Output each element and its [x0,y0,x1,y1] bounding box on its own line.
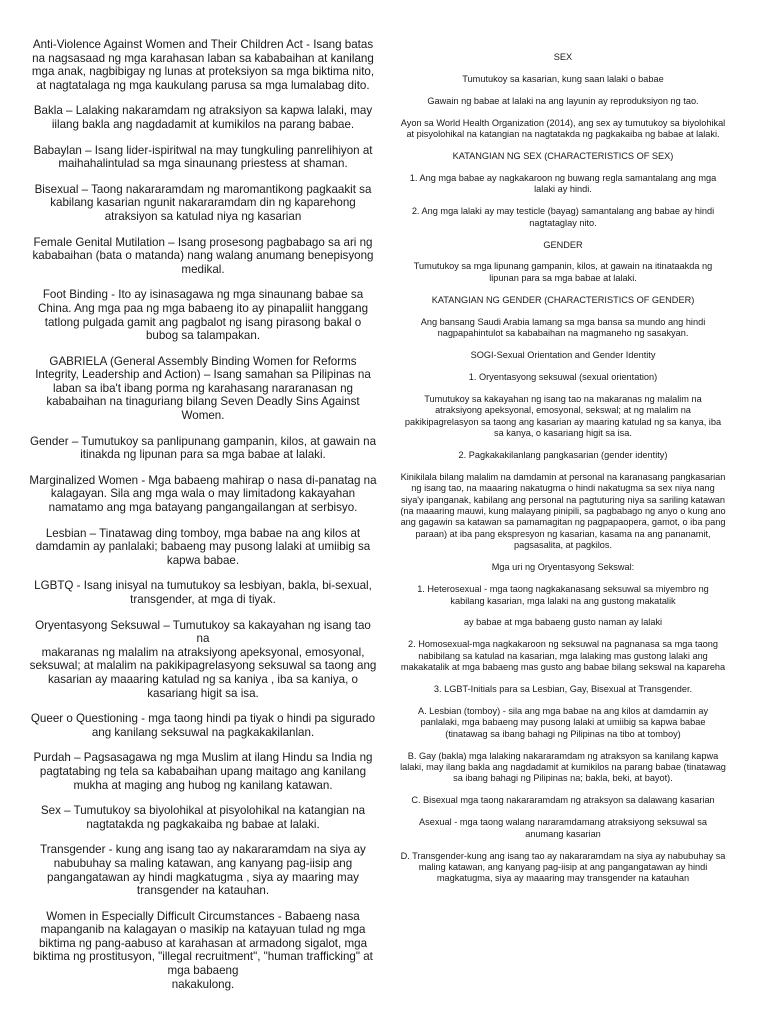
note-paragraph: Tumutukoy sa mga lipunang gampanin, kilos, at gawain na itinataakda ng lipunan para sa mga babae at lalaki. [413,261,713,283]
definition-paragraph: Women in Especially Difficult Circumstances - Babaeng nasa mapanganib na kalagayan o masikip na katayuan tulad ng mga biktima ng pang-aabuso at karahasan at armadong sigalot, mga biktima ng prostitusyon, "illegal recruitment", "human trafficking" at mga babaeng nakakulong. [33,909,373,991]
note-paragraph: Kinikilala bilang malalim na damdamin at personal na karanasang pangkasarian ng isang tao, na maaaring nakatugma o hindi nakatugma sa sex niya nang siya'y ipanganak, kabilang ang personal na pagtuturing niya sa sariling katawan (na maaaring mauwi, kung malayang pinipili, sa pagbabago ng anyo o kung ano ang gagawin sa katawan sa pamamagitan ng pagpapaopera, gamot, o iba pang paraan) at iba pang ekspresyon ng kasarian, kasama na ang pananamit, pagsasalita, at pagkilos. [400,471,726,551]
note-paragraph: Gawain ng babae at lalaki na ang layunin ay reproduksiyon ng tao. [427,95,699,106]
definition-paragraph: Anti-Violence Against Women and Their Children Act - Isang batas na nagsasaad ng mga karahasan laban sa kababaihan at kanilang mga anak, nagbibigay ng lunas at proteksiyon sa mga biktima nito, at nagtatalaga ng mga kaukulang parusa sa mga lumalabag dito. [31,38,375,92]
note-paragraph: A. Lesbian (tomboy) - sila ang mga babae na ang kilos at damdamin ay panlalaki, mga babaeng may pusong lalaki at umiibig sa kapwa babae (tinatawag sa ibang bahagi ng Pilipinas na tibo at tomboy) [417,705,709,739]
note-paragraph: 1. Ang mga babae ay nagkakaroon ng buwang regla samantalang ang mga lalaki ay hindi. [409,172,717,195]
subheading: 1. Oryentasyong seksuwal (sexual orientation) [468,371,658,382]
note-paragraph: 1. Heterosexual - mga taong nagkakanasang seksuwal sa miyembro ng kabilang kasarian, mga lalaki na ang gustong makatalik [417,584,709,606]
right-column [400,52,726,895]
definition-paragraph: Purdah – Pagsasagawa ng mga Muslim at ilang Hindu sa India ng pagtatabing ng tela sa kababaihan upang maitago ang kanilang mukha at maging ang hubog ng kanilang katawan. [33,751,373,792]
definition-paragraph: Bisexual – Taong nakararamdam ng maromantikong pagkaakit sa kabilang kasarian ngunit nakararamdam din ng kaparehong atraksiyon sa katulad niya ng kasarian [34,182,372,223]
section-heading: KATANGIAN NG SEX (CHARACTERISTICS OF SEX) [452,151,674,162]
note-paragraph: 2. Homosexual-mga nagkakaroon ng seksuwal na pagnanasa sa mga taong nabibilang sa katulad na kasarian, mga lalaking mas gustong lalaki ang makakatalik at mga babaeng mas gusto ang babae bilang sekswal na kapareha [400,639,726,673]
section-heading: KATANGIAN NG GENDER (CHARACTERISTICS OF GENDER) [431,294,695,305]
note-paragraph: Ang bansang Saudi Arabia lamang sa mga bansa sa mundo ang hindi nagpapahintulot sa kababaihan na magmaneho ng sasakyan. [420,316,706,339]
note-paragraph: Tumutukoy sa kasarian, kung saan lalaki o babae [462,73,664,84]
definition-paragraph: Foot Binding - Ito ay isinasagawa ng mga sinaunang babae sa China. Ang mga paa ng mga babaeng ito ay pinapaliit hanggang tatlong pulgada gamit ang pagbalot ng isang pirasong bakal o bubog sa talampakan. [37,288,369,343]
definition-paragraph: Transgender - kung ang isang tao ay nakararamdam na siya ay nabubuhay sa maling katawan, ang kanyang pag-iisip ang pangangatawan ay hindi magkatugma , siya ay maaring may transgender na katauhan. [40,843,366,898]
note-paragraph: D. Transgender-kung ang isang tao ay nakararamdam na siya ay nabubuhay sa maling katawan, ang kanyang pag-iisip at ang pangangatawan ay hindi magkatugma, siya ay maaaring may transgender na katauhan [400,850,726,884]
definition-paragraph: Queer o Questioning - mga taong hindi pa tiyak o hindi pa sigurado ang kanilang seksuwal na pagkakakilanlan. [30,712,376,739]
definition-paragraph: Female Genital Mutilation – Isang prosesong pagbabago sa ari ng kababaihan (bata o matanda) nang walang anumang benepisyong medikal. [32,235,374,276]
note-paragraph: 2. Ang mga lalaki ay may testicle (bayag) samantalang ang babae ay hindi nagtataglay nito. [411,206,715,228]
note-paragraph: B. Gay (bakla) mga lalaking nakararamdam ng atraksyon sa kanilang kapwa lalaki, may ilang bakla ang nagdadamit at kumikilos na parang babae (tinatawag sa ibang bahagi ng Pilipinas na; bakla, beki, at bayot). [400,750,726,784]
note-paragraph: Asexual - mga taong walang nararamdamang atraksiyong seksuwal sa anumang kasarian [418,817,708,839]
section-heading: SEX [553,52,573,62]
note-paragraph: Ayon sa World Health Organization (2014), ang sex ay tumutukoy sa biyolohikal at pisyolohikal na katangian na nagtatakda ng pagkakaiba ng babae at lalaki. [400,117,726,140]
definition-paragraph: Marginalized Women - Mga babaeng mahirap o nasa di-panatag na kalagayan. Sila ang mga wala o may limitadong kakayahan namatamo ang mga batayang pangangailangan at serbisyo. [29,473,377,515]
definition-paragraph: Lesbian – Tinatawag ding tomboy, mga babae na ang kilos at damdamin ay panlalaki; babaeng may pusong lalaki at umiibig sa kapwa babae. [35,526,371,567]
note-paragraph: C. Bisexual mga taong nakararamdam ng atraksyon sa dalawang kasarian [411,795,715,806]
subheading: 2. Pagkakakilanlang pangkasarian (gender identity) [458,449,668,460]
definition-paragraph: Bakla – Lalaking nakaramdam ng atraksiyon sa kapwa lalaki, may iilang bakla ang nagdadamit at kumikilos na parang babae. [33,104,373,131]
note-paragraph: ay babae at mga babaeng gusto naman ay lalaki [463,617,663,628]
left-column [28,38,378,1003]
definition-paragraph: Sex – Tumutukoy sa biyolohikal at pisyolohikal na katangian na nagtatakda ng pagkakaiba ng babae at lalaki. [40,804,366,831]
definition-paragraph: LGBTQ - Isang inisyal na tumutukoy sa lesbiyan, bakla, bi-sexual, transgender, at mga di tiyak. [34,579,372,606]
section-heading: GENDER [543,239,583,250]
subheading: Mga uri ng Oryentasyong Sekswal: [491,562,635,573]
definition-paragraph: GABRIELA (General Assembly Binding Women for Reforms Integrity, Leadership and Action) – Isang samahan sa Pilipinas na laban sa iba't ibang porma ng karahasang nararanasan ng kababaihan na tinaguriang bilang Seven Deadly Sins Against Women. [35,354,371,423]
definition-paragraph: Babaylan – Isang lider-ispiritwal na may tungkuling panrelihiyon at maihahalintulad sa mga sinaunang priestess at shaman. [33,143,373,171]
note-paragraph: 3. LGBT-Initials para sa Lesbian, Gay, Bisexual at Transgender. [433,684,693,695]
note-paragraph: Tumutukoy sa kakayahan ng isang tao na makaranas ng malalim na atraksiyong apeksyonal, emosyonal, sekswal; at ng malalim na pakikipagrelasyon sa taong ang kasarian ay maaring katulad ng sa kanya, iba sa kanya, o kasariang higit sa isa. [404,393,722,439]
definition-paragraph: Oryentasyong Seksuwal – Tumutukoy sa kakayahan ng isang tao na makaranas ng malalim na atraksiyong apeksyonal, emosyonal, seksuwal; at malalim na pakikipagrelasyong seksuwal sa taong ang kasarian ay maaaring katulad ng sa kaniya , iba sa kaniya, o kasariang higit sa isa. [29,618,377,700]
section-heading: SOGI-Sexual Orientation and Gender Identity [470,350,656,360]
definition-paragraph: Gender – Tumutukoy sa panlipunang gampanin, kilos, at gawain na itinakda ng lipunan para sa mga babae at lalaki. [29,434,377,462]
